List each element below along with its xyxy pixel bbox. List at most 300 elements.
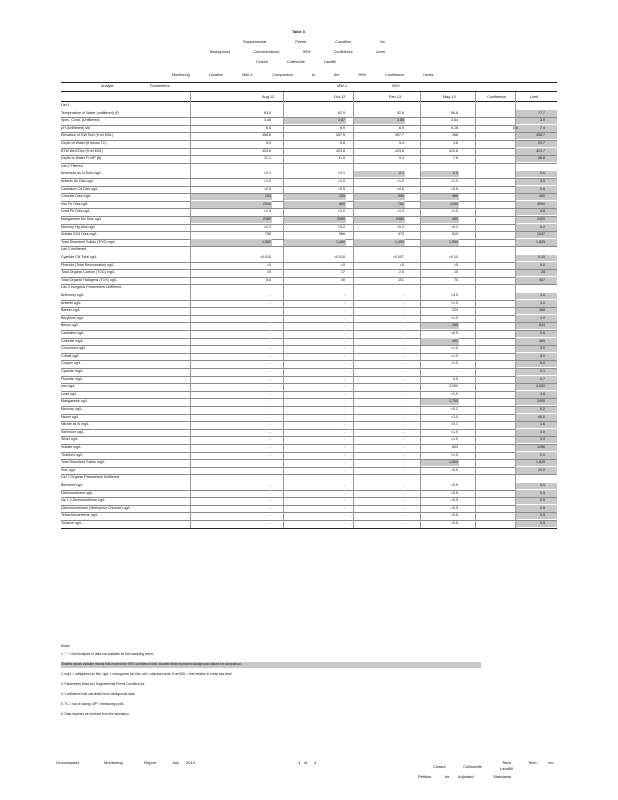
row-label: BTM Well Elev (ft rel MSL) bbox=[61, 148, 104, 153]
cell-value: <1.0 bbox=[450, 437, 458, 442]
table-row bbox=[61, 315, 557, 323]
footer-left-2: Monitoring bbox=[104, 760, 123, 765]
table-row bbox=[61, 117, 557, 125]
cell-value: - bbox=[343, 467, 345, 472]
cell-value: 40 bbox=[341, 277, 345, 282]
table-row bbox=[61, 239, 557, 247]
table-row bbox=[61, 132, 557, 140]
cell-value: - bbox=[269, 384, 271, 389]
footer-left-4: July bbox=[172, 760, 180, 765]
row-label: Cobalt ug/L bbox=[61, 353, 80, 358]
cell-value: 2400 bbox=[537, 399, 545, 404]
cell-value: <5 bbox=[340, 262, 345, 267]
table-row bbox=[61, 110, 557, 118]
table-row bbox=[61, 178, 557, 186]
cell-value: - bbox=[269, 293, 271, 297]
row-label: Cyanide mg/L bbox=[61, 369, 84, 373]
section-title bbox=[61, 284, 557, 292]
cell-value: 0.5 bbox=[453, 171, 458, 176]
cell-value: <1.0 bbox=[450, 209, 458, 214]
table-row bbox=[61, 482, 557, 490]
table-bottom-rule bbox=[61, 528, 557, 529]
footer-left-5: 2013 bbox=[186, 760, 195, 765]
analyte-header: Analyte bbox=[101, 84, 114, 88]
cell-value: 5.0 bbox=[540, 361, 545, 366]
cell-value: 1266 bbox=[537, 445, 545, 449]
cell-value: 62.5 bbox=[338, 110, 345, 115]
exceedance-shading bbox=[515, 110, 557, 117]
cell-value: 288 bbox=[539, 308, 545, 313]
cell-value: 519 bbox=[452, 232, 458, 237]
cell-value: 2060 bbox=[337, 217, 345, 221]
row-label: Total Organic Carbon (TOC) mg/L bbox=[61, 270, 115, 275]
column-rule bbox=[353, 92, 354, 528]
note-line: 2. mg/L = milligrams per liter; ug/L = micrograms per liter; std = standard units; ft rel MSL = feet relative to mean sea level bbox=[61, 672, 232, 676]
exceedance-shading bbox=[515, 156, 557, 163]
cell-value: <0.5 bbox=[337, 186, 345, 191]
cell-value: - bbox=[269, 490, 271, 495]
cell-value: 1.6 bbox=[540, 422, 545, 427]
exceedance-shading bbox=[515, 399, 557, 406]
cell-value: 373 bbox=[398, 232, 404, 237]
cell-value: - bbox=[269, 338, 271, 343]
exceedance-shading bbox=[515, 201, 557, 208]
cell-value: - bbox=[269, 323, 271, 328]
cell-value: 1247 bbox=[537, 232, 545, 237]
cell-value: - bbox=[402, 407, 404, 411]
exceedance-shading bbox=[515, 118, 557, 125]
cell-value: <0.007 bbox=[392, 255, 404, 259]
cell-value: 70 bbox=[454, 277, 458, 282]
cell-value: <0.2 bbox=[263, 224, 271, 229]
section-title bbox=[61, 102, 557, 110]
row-label: Ammonia as N Diss mg/L bbox=[61, 171, 102, 176]
title-line-2: Supplemental Permit Condition 6a bbox=[243, 40, 385, 44]
table-row bbox=[61, 398, 557, 406]
cell-value: 2200 bbox=[263, 201, 271, 206]
cell-value: 423.7 bbox=[536, 148, 545, 153]
cell-value: 77.7 bbox=[538, 110, 545, 115]
cell-value: 456.8 bbox=[262, 133, 271, 138]
cell-value: 28 bbox=[541, 270, 545, 275]
table-row bbox=[61, 186, 557, 194]
cell-value: - bbox=[402, 437, 404, 442]
cell-value: 350 bbox=[398, 194, 404, 199]
cell-value: - bbox=[269, 331, 271, 335]
row-label: Zinc ug/L bbox=[61, 467, 76, 472]
cell-value: - bbox=[402, 391, 404, 396]
cell-value: - bbox=[343, 422, 345, 427]
cell-value: 0.2 bbox=[540, 407, 545, 411]
cell-value: 758 bbox=[265, 232, 271, 237]
table-row bbox=[61, 345, 557, 353]
cell-value: 1,550 bbox=[449, 460, 458, 465]
footer-right-9: Adjusted bbox=[458, 774, 474, 779]
cell-value: - bbox=[343, 331, 345, 335]
cell-value: - bbox=[402, 467, 404, 472]
cell-value: 1,550 bbox=[262, 239, 271, 244]
column-rule bbox=[283, 92, 284, 528]
cell-value: 4.8 bbox=[540, 209, 545, 214]
cell-value: <0.5 bbox=[450, 521, 458, 525]
footer-left-1: Groundwater bbox=[56, 760, 80, 765]
row-label: Lead Pb Diss ug/L bbox=[61, 209, 91, 214]
cell-value: - bbox=[343, 338, 345, 343]
cell-value: 2,000 bbox=[449, 384, 458, 389]
exceedance-shading bbox=[515, 429, 557, 436]
cell-value: <1.0 bbox=[396, 209, 404, 214]
table-row bbox=[61, 444, 557, 452]
cell-value: 5.4 bbox=[399, 141, 404, 145]
cell-value: 52.6 bbox=[397, 110, 404, 115]
cell-value: - bbox=[343, 308, 345, 313]
section-title-text: List 2 Filtered bbox=[61, 163, 83, 168]
parameters-header: Parameters bbox=[150, 84, 170, 88]
footer-right-8: for bbox=[445, 774, 450, 779]
row-label: Mercury Hg Diss ug/L bbox=[61, 224, 96, 229]
cell-value: - bbox=[402, 376, 404, 381]
cell-value: 38.8 bbox=[538, 156, 545, 161]
cell-value: - bbox=[269, 353, 271, 358]
row-label: Dichloroethane ug/L bbox=[61, 490, 94, 495]
row-label: cis-1,2-Dichloroethene ug/L bbox=[61, 498, 105, 503]
cell-value: - bbox=[269, 391, 271, 396]
footer-page-of: of bbox=[304, 760, 308, 765]
footer-page-total: 4 bbox=[314, 760, 317, 765]
note-line: 5. TC = top of casing; MP = measuring point. bbox=[61, 702, 125, 706]
cell-value: 0.5 bbox=[540, 483, 545, 487]
cell-value: - bbox=[269, 422, 271, 427]
cell-value: - bbox=[402, 338, 404, 343]
cell-value: - bbox=[269, 300, 271, 305]
cell-value: - bbox=[343, 513, 345, 518]
cell-value: - bbox=[402, 346, 404, 351]
cell-value: 6.18 bbox=[451, 125, 458, 130]
exceedance-shading bbox=[515, 232, 557, 239]
cell-value: - bbox=[402, 323, 404, 328]
row-label: Beryllium ug/L bbox=[61, 315, 84, 320]
exceedance-shading bbox=[515, 186, 557, 193]
row-label: Nitrate as N mg/L bbox=[61, 422, 89, 427]
cell-value: - bbox=[343, 445, 345, 449]
cell-value: <0.1 bbox=[263, 171, 271, 176]
cell-value: - bbox=[402, 483, 404, 487]
table-row bbox=[61, 254, 557, 262]
exceedance-shading bbox=[515, 331, 557, 338]
row-label: Elevation of GW Surf (ft rel MSL) bbox=[61, 133, 114, 138]
cell-value: - bbox=[269, 346, 271, 351]
section-title bbox=[61, 474, 557, 482]
exceedance-shading bbox=[515, 376, 557, 383]
exceedance-shading bbox=[190, 194, 272, 201]
table-row bbox=[61, 201, 557, 209]
cell-value: <0.10 bbox=[448, 255, 458, 259]
cell-value: 566 bbox=[339, 232, 345, 237]
footer-right-6: Inc. bbox=[548, 760, 555, 765]
cell-value: 5.0 bbox=[540, 353, 545, 358]
cell-value: 3.0 bbox=[540, 429, 545, 434]
row-label: Iron Fe Diss ug/L bbox=[61, 201, 89, 206]
note-line: 1. "-" = Not Analyzed or data not available for this sampling event. bbox=[61, 652, 154, 656]
row-label: Sulfate SO4 Diss mg/L bbox=[61, 232, 98, 237]
exceedance-shading bbox=[515, 490, 557, 497]
cell-value: - bbox=[269, 407, 271, 411]
cell-value: <1.0 bbox=[450, 353, 458, 358]
table-row bbox=[61, 330, 557, 338]
cell-value: - bbox=[402, 414, 404, 419]
cell-value: 7.4 bbox=[540, 125, 545, 130]
cell-value: - bbox=[402, 300, 404, 305]
cell-value: 460 bbox=[539, 338, 545, 343]
row-label: Cadmium Cd Diss ug/L bbox=[61, 186, 98, 191]
cell-value: 7.8 bbox=[453, 156, 458, 161]
cell-value: 3.0 bbox=[540, 300, 545, 305]
header-mid-rule bbox=[61, 91, 557, 92]
table-row bbox=[61, 512, 557, 520]
cell-value: 3.0 bbox=[540, 179, 545, 183]
footer-right-1: Closed bbox=[433, 764, 446, 769]
column-rule bbox=[190, 92, 191, 528]
footer-right-7: Petition bbox=[418, 774, 432, 779]
row-label: Thallium ug/L bbox=[61, 452, 83, 457]
cell-value: 0.5 bbox=[453, 376, 458, 381]
cell-value: 0.6 bbox=[540, 171, 545, 176]
table-row bbox=[61, 520, 557, 528]
cell-value: - bbox=[269, 505, 271, 510]
section-title bbox=[61, 163, 557, 171]
row-label: Depth to Water Fr MP (ft) bbox=[61, 156, 102, 161]
cell-value: 3.84 bbox=[451, 118, 458, 123]
table-row bbox=[61, 208, 557, 216]
row-label: Toluene ug/L bbox=[61, 521, 82, 525]
exceedance-shading bbox=[515, 255, 557, 262]
cell-value: 2480 bbox=[396, 217, 404, 221]
cell-value: - bbox=[343, 369, 345, 373]
cell-value: 0.10 bbox=[538, 255, 545, 259]
exceedance-shading bbox=[515, 513, 557, 520]
table-row bbox=[61, 269, 557, 277]
table-row bbox=[61, 436, 557, 444]
exceedance-shading bbox=[190, 201, 272, 208]
cell-value: 460 bbox=[452, 194, 458, 199]
cell-value: <0.5 bbox=[263, 186, 271, 191]
row-label: Boron ug/L bbox=[61, 323, 79, 328]
cell-value: - bbox=[269, 361, 271, 366]
table-row bbox=[61, 193, 557, 201]
row-label: Lead ug/L bbox=[61, 391, 77, 396]
cell-value: 3.88 bbox=[397, 118, 404, 123]
cell-value: 1,825 bbox=[536, 460, 545, 465]
cell-value: 4000 bbox=[537, 201, 545, 206]
title-line-5: Monitoring Location MW-1: Comparison to the 95% Confidence Limits bbox=[172, 73, 434, 77]
cell-value: - bbox=[343, 399, 345, 404]
row-label: Chloride Diss mg/L bbox=[61, 194, 92, 199]
cell-value: 458.7 bbox=[536, 133, 545, 138]
cell-value: - bbox=[343, 490, 345, 495]
row-label: Manganese Mn Diss ug/L bbox=[61, 217, 102, 221]
cell-value: <0.1 bbox=[450, 422, 458, 427]
row-label: Cyanide CN Total ug/L bbox=[61, 255, 97, 259]
row-label: Cadmium ug/L bbox=[61, 331, 85, 335]
row-label: Selenium ug/L bbox=[61, 429, 84, 434]
cell-value: 1290 bbox=[450, 201, 458, 206]
row-label: Copper ug/L bbox=[61, 361, 81, 366]
cell-value: <1.0 bbox=[450, 429, 458, 434]
cell-value: - bbox=[402, 315, 404, 320]
row-label: Silver ug/L bbox=[61, 437, 78, 442]
cell-value: - bbox=[343, 300, 345, 305]
percent-header: 95% bbox=[392, 84, 400, 88]
cell-value: - bbox=[269, 369, 271, 373]
cell-value: <1.0 bbox=[450, 361, 458, 366]
table-row bbox=[61, 353, 557, 361]
cell-value: 2400 bbox=[537, 217, 545, 221]
exceedance-shading bbox=[515, 179, 557, 186]
cell-value: - bbox=[402, 422, 404, 427]
row-label: Benzene ug/L bbox=[61, 483, 84, 487]
cell-value: 423.8 bbox=[449, 148, 458, 153]
cell-value: <5 bbox=[453, 262, 458, 267]
cell-value: 407 bbox=[539, 277, 545, 282]
exceedance-shading bbox=[515, 369, 557, 376]
section-title-text: List 3 Inorganic Parameters Unfiltered bbox=[61, 285, 122, 290]
exceedance-shading bbox=[515, 323, 557, 330]
exceedance-shading bbox=[515, 125, 557, 132]
cell-value: - bbox=[343, 414, 345, 419]
row-label: Antimony ug/L bbox=[61, 293, 84, 297]
row-label: Sulfate mg/L bbox=[61, 445, 82, 449]
exceedance-shading bbox=[353, 171, 405, 178]
exceedance-shading bbox=[515, 361, 557, 368]
cell-value: 0.5 bbox=[540, 498, 545, 503]
cell-value: - bbox=[402, 505, 404, 510]
cell-value: - bbox=[402, 490, 404, 495]
cell-value: 5.0 bbox=[540, 262, 545, 267]
cell-value: <1.0 bbox=[263, 179, 271, 183]
table-row bbox=[61, 155, 557, 163]
cell-value: - bbox=[343, 346, 345, 351]
cell-value: 0.5 bbox=[540, 513, 545, 518]
cell-value: - bbox=[402, 369, 404, 373]
cell-value: 9.3 bbox=[399, 156, 404, 161]
section-title-text: List 2 Unfiltered bbox=[61, 247, 86, 252]
cell-value: - bbox=[402, 399, 404, 404]
exceedance-shading bbox=[515, 498, 557, 505]
table-row bbox=[61, 224, 557, 232]
table-row bbox=[61, 300, 557, 308]
cell-value: 3.9 bbox=[540, 118, 545, 123]
cell-value: - bbox=[402, 384, 404, 389]
footer-right-4: Tetra bbox=[502, 760, 511, 765]
cell-value: - bbox=[343, 361, 345, 366]
cell-value: 0.5 bbox=[540, 505, 545, 510]
row-label: Chloride mg/L bbox=[61, 338, 84, 343]
cell-value: <1.0 bbox=[450, 452, 458, 457]
cell-value: - bbox=[402, 452, 404, 457]
cell-value: 423.8 bbox=[262, 148, 271, 153]
cell-value: 15 bbox=[454, 270, 458, 275]
table-row bbox=[61, 406, 557, 414]
table-row bbox=[61, 391, 557, 399]
table-row bbox=[61, 216, 557, 224]
cell-value: <5.0 bbox=[450, 467, 458, 472]
cell-value: - bbox=[269, 460, 271, 465]
exceedance-shading bbox=[283, 118, 346, 125]
cell-value: - bbox=[269, 315, 271, 320]
cell-value: <0.1 bbox=[337, 171, 345, 176]
cell-value: <0.5 bbox=[450, 505, 458, 510]
cell-value: 650 bbox=[339, 201, 345, 206]
table-row bbox=[61, 292, 557, 300]
cell-value: 6.9 bbox=[340, 125, 345, 130]
footer-page-num: 1 bbox=[298, 760, 301, 765]
cell-value: - bbox=[343, 437, 345, 442]
cell-value: 6.9 bbox=[399, 125, 404, 130]
table-row bbox=[61, 170, 557, 178]
column-rule bbox=[515, 92, 516, 528]
cell-value: 423.8 bbox=[395, 148, 404, 153]
cell-value: 5.9 bbox=[266, 141, 271, 145]
cell-value: - bbox=[402, 308, 404, 313]
table-row bbox=[61, 368, 557, 376]
col-feb-13: Feb-13 bbox=[389, 95, 402, 99]
cell-value: - bbox=[269, 498, 271, 503]
cell-value: - bbox=[402, 429, 404, 434]
table-row bbox=[61, 148, 557, 156]
cell-value: <0.5 bbox=[450, 513, 458, 518]
footer-right-2: Collinsville bbox=[463, 764, 482, 769]
cell-value: 20.0 bbox=[538, 467, 545, 472]
row-label: Tetrachloroethene ug/L bbox=[61, 513, 98, 518]
cell-value: <1.0 bbox=[450, 414, 458, 419]
exceedance-shading bbox=[515, 407, 557, 414]
row-label: Barium ug/L bbox=[61, 308, 81, 313]
cell-value: 490 bbox=[452, 217, 458, 221]
col-aug-12: Aug-12 bbox=[262, 95, 275, 99]
exceedance-shading bbox=[515, 262, 557, 269]
table-row bbox=[61, 429, 557, 437]
cell-value: - bbox=[402, 353, 404, 358]
cell-value: - bbox=[402, 293, 404, 297]
exceedance-shading bbox=[515, 422, 557, 429]
cell-value: <1.0 bbox=[450, 346, 458, 351]
cell-value: 10 bbox=[267, 270, 271, 275]
cell-value: 0.7 bbox=[540, 376, 545, 381]
cell-value: 40.0 bbox=[538, 414, 545, 419]
row-label: Iron ug/L bbox=[61, 384, 76, 389]
column-rule bbox=[475, 92, 476, 528]
cell-value: 1.0 bbox=[540, 315, 545, 320]
cell-value: <3.0 bbox=[450, 293, 458, 297]
footer-right-3: Landfill bbox=[500, 766, 513, 771]
exceedance-shading bbox=[515, 338, 557, 345]
table-row bbox=[61, 277, 557, 285]
cell-value: - bbox=[402, 331, 404, 335]
exceedance-shading bbox=[515, 194, 557, 201]
cell-value: 1,550 bbox=[449, 239, 458, 244]
exceedance-shading bbox=[190, 217, 272, 224]
row-label: Total Dissolved Solids mg/L bbox=[61, 460, 105, 465]
table-row bbox=[61, 262, 557, 270]
cell-value: 3.48 bbox=[264, 118, 271, 123]
cell-value: <0.5 bbox=[450, 331, 458, 335]
cell-value: - bbox=[269, 467, 271, 472]
cell-value: 457.7 bbox=[395, 133, 404, 138]
exceedance-shading bbox=[515, 353, 557, 360]
col-oct-12: Oct-12 bbox=[334, 95, 346, 99]
cell-value: 603 bbox=[452, 445, 458, 449]
cell-value: 4,000 bbox=[536, 384, 545, 389]
